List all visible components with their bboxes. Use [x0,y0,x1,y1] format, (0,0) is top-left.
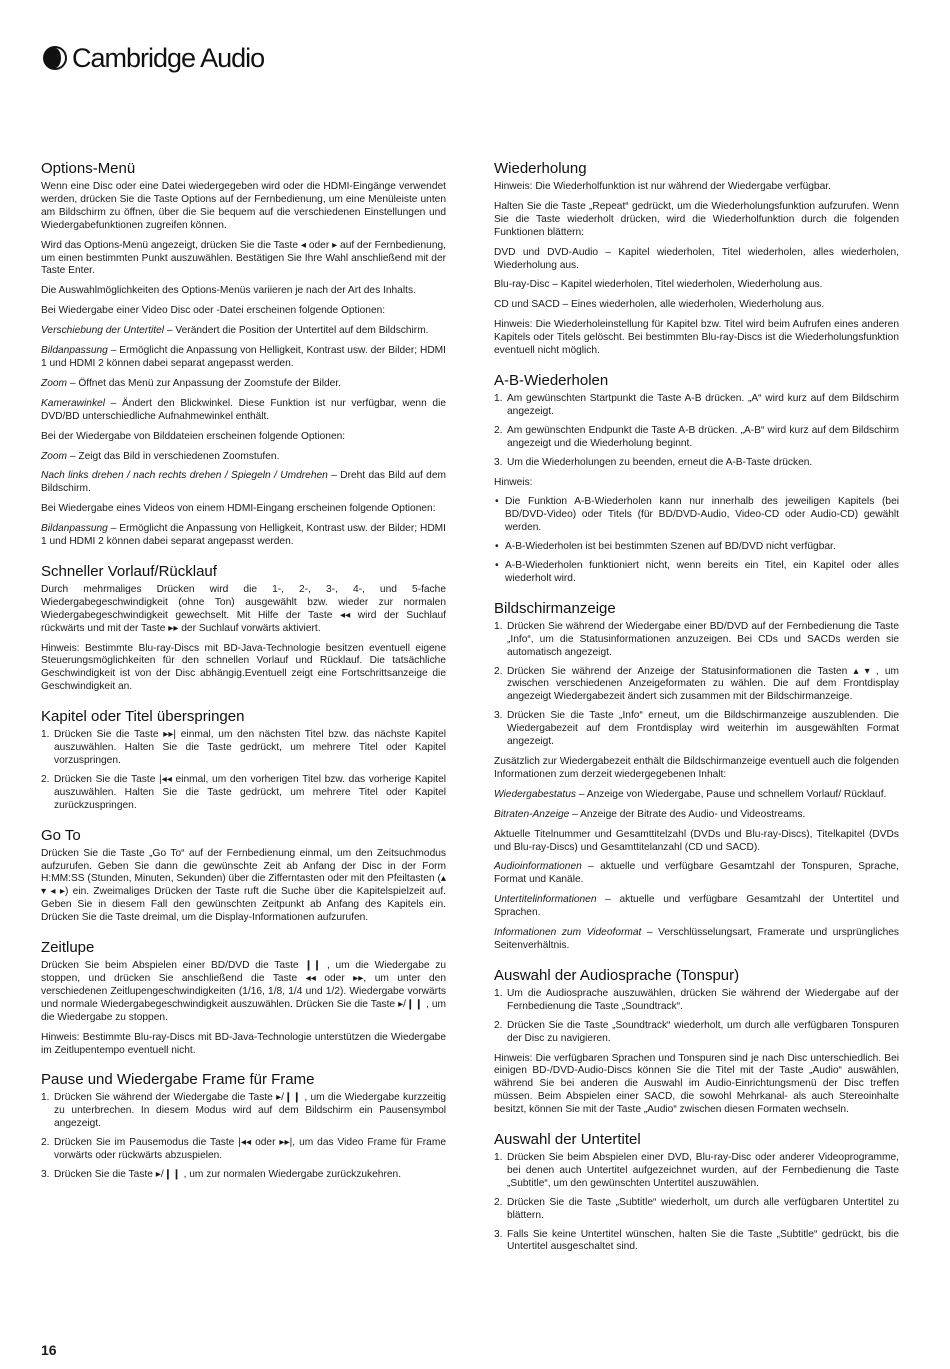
item-number: 1. [494,1152,503,1164]
paragraph-text: Die Auswahlmöglichkeiten des Options-Menüs variieren je nach der Art des Inhalts. [41,285,416,297]
item-text: Drücken Sie beim Abspielen einer DVD, Blu-ray-Disc oder anderer Videoprogramme, bei denen auch Untertitel aufgezeichnet wurden, auf der Fernbedienung die Taste „Subtitle“, um den gewünschten Untertitel auszuwählen. [507,1152,899,1189]
paragraph-text: Hinweis: Bestimmte Blu-ray-Discs mit BD-Java-Technologie besitzen eventuell eigene Steuerungsmöglichkeiten für den schnellen Vorlauf und Rücklauf. Die tatsächliche Geschwindigkeit ist von der Disc abhängig.Eventuell zeigt eine Fortschrittsanzeige die Geschwindigkeit an. [41,642,446,693]
item-text: Am gewünschten Startpunkt die Taste A-B drücken. „A“ wird kurz auf dem Bildschirm angezeigt. [507,392,899,417]
item-text: Drücken Sie im Pausemodus die Taste |◂◂ oder ▸▸|, um das Video Frame für Frame vorwärts oder rückwärts abzuspielen. [54,1137,446,1162]
paragraph [41,431,446,444]
section-heading: Options-Menü [41,160,136,177]
paragraph [494,247,899,273]
numbered-list [494,621,899,749]
item-number: 2. [494,665,503,677]
numbered-list [494,393,899,470]
item-text: Um die Wiederholungen zu beenden, erneut die A-B-Taste drücken. [507,456,813,468]
list-item [494,621,899,660]
section [41,160,446,549]
list-item: • A-B-Wiederholen ist bei bestimmten Szenen auf BD/DVD nicht verfügbar. [494,541,899,554]
paragraph-text: Durch mehrmaliges Drücken wird die 1-, 2-, 3-, 4-, und 5-fache Wiedergabegeschwindigkeit (ohne Ton) ausgewählt bzw. wieder zur normalen Wiedergabegeschwindigkeit gewechselt. Mit Hilfe der Taste ◂◂ wird der Suchlauf rückwärts und mit der Taste ▸▸ der Suchlauf vorwärts aktiviert. [41,583,446,634]
right-column [494,160,899,1268]
paragraph-text: Hinweis: [494,476,533,488]
section-heading: Wiederholung [494,160,587,177]
section [41,1071,446,1181]
paragraph [41,523,446,549]
brand-logo-icon [42,45,68,71]
paragraph [41,848,446,925]
paragraph-text: – Anzeige der Bitrate des Audio- und Videostreams. [569,808,806,820]
list-item [494,1020,899,1046]
paragraph-text: Bei Wiedergabe einer Video Disc oder -Datei erscheinen folgende Optionen: [41,305,386,317]
paragraph-text: – Verändert die Position der Untertitel auf dem Bildschirm. [164,325,429,337]
term: Wiedergabestatus [494,788,577,800]
paragraph-text: Hinweis: Die Wiederholfunktion ist nur während der Wiedergabe verfügbar. [494,181,831,192]
paragraph [41,285,446,298]
paragraph [41,1032,446,1058]
brand-logo [42,42,264,74]
paragraph-text: Drücken Sie die Taste „Go To“ auf der Fernbedienung einmal, um den Zeitsuchmodus aufzurufen. Geben Sie dann die gewünschte Zeit ab Anfang der Disc in der Form H:MM:SS (Stunden, Minuten, Sekunden) über die Zifferntasten oder mit den Pfeiltasten (▴ ▾ ◂ ▸) ein. Zweimaliges Drücken der Taste ruft die Suche über die Kapitelspielzeit auf. Geben Sie in diesem Fall den gewünschten Zeitpunkt ab Anfang des Kapitels ein. Drücken Sie die Taste dreimal, um die Display-Informationen aufzurufen. [41,847,446,924]
page-number: 16 [41,1342,57,1358]
section [41,939,446,1057]
numbered-list [41,1092,446,1181]
item-number: 3. [494,456,503,468]
section [41,827,446,925]
paragraph [41,305,446,318]
list-item [494,1152,899,1191]
paragraph [41,451,446,464]
term: Bildanpassung [41,523,108,535]
paragraph-text: Wenn eine Disc oder eine Datei wiedergegeben wird oder die HDMI-Eingänge verwendet werden, drücken Sie die Taste Options auf der Fernbedienung, um eine Menüleiste unten am Bildschirm zu öffnen, über die Sie bequem auf die verschiedenen Einstellungen und Wiedergabefunktionen zugreifen können. [41,181,446,231]
paragraph-text: – Dreht das Bild auf dem Bildschirm. [41,470,447,495]
item-number: 2. [41,1137,50,1149]
term: Bitraten-Anzeige [494,808,570,820]
item-text: Drücken Sie die Taste ▸▸| einmal, um den nächsten Titel bzw. das nächste Kapitel auszuwählen. Halten Sie die Taste gedrückt, um mehrere Titel oder Kapitel vorzuspringen. [54,729,446,766]
paragraph-text: Halten Sie die Taste „Repeat“ gedrückt, um die Wiederholungsfunktion aufzurufen. Wenn Sie die Taste wiederholt drücken, wird die Wiederholfunktion durch die folgenden Funktionen blättern: [494,200,899,238]
paragraph [494,181,899,194]
section [41,563,446,694]
section-heading: Kapitel oder Titel überspringen [41,708,245,726]
paragraph [41,345,446,371]
list-item [494,393,899,419]
item-text: Drücken Sie während der Anzeige der Statusinformationen die Tasten ▴ ▾ , um zwischen verschiedenen Anzeigeformaten zu wählen. Die auf dem Frontdisplay angezeigt Wiedergabezeit ändert sich zusammen mit der Bildschirmanzeige. [507,665,899,703]
paragraph-text: Drücken Sie beim Abspielen einer BD/DVD die Taste ❙❙ , um die Wiedergabe zu stoppen, und drücken Sie anschließend die Taste ◂◂ oder ▸▸, um unter den verschiedenen Zeitlupengeschwindigkeiten (1/16, 1/8, 1/4 und 1/2). Wiedergabe vorwärts und normale Wiedergabegeschwindigkeit auszuwählen. Drücken Sie die Taste ▸/❙❙ , um die Wiedergabe zu stoppen. [41,960,446,1023]
paragraph [41,240,446,279]
paragraph-text: – aktuelle und verfügbare Gesamtzahl der Untertitel und Sprachen. [494,894,899,919]
item-number: 1. [494,987,503,999]
item-number: 3. [494,710,503,722]
paragraph-text: – Ermöglicht die Anpassung von Helligkeit, Kontrast usw. der Bilder; HDMI 1 und HDMI 2 können dabei separat angepasst werden. [41,523,446,548]
paragraph [41,470,446,496]
list-item [41,1137,446,1163]
list-item [494,666,899,705]
item-text: Drücken Sie die Taste |◂◂ einmal, um den vorherigen Titel bzw. das vorherige Kapitel auszuwählen. Halten Sie die Taste gedrückt, um mehrere Titel oder Kapitel zurückzuspringen. [54,773,446,811]
paragraph [41,398,446,424]
paragraph-text: – Zeigt das Bild in verschiedenen Zoomstufen. [67,450,280,462]
paragraph-text: – Ändert den Blickwinkel. Diese Funktion ist nur verfügbar, wenn die DVD/BD unterschiedliche Aufnahmewinkel enthält. [41,397,446,422]
paragraph [494,279,899,292]
item-number: 3. [494,1228,503,1240]
item-number: 2. [494,1019,503,1031]
paragraph-text: CD und SACD – Eines wiederholen, alle wiederholen, Wiederholung aus. [494,299,825,311]
section [494,967,899,1117]
term: Zoom [41,450,68,462]
list-item [41,729,446,768]
term: Bildanpassung [41,345,108,357]
section [494,372,899,586]
list-item [494,1229,899,1255]
item-text: Drücken Sie die Taste ▸/❙❙ , um zur normalen Wiedergabe zurückzukehren. [54,1168,402,1180]
section [494,1131,899,1254]
term: Kamerawinkel [41,397,105,409]
paragraph [41,181,446,233]
paragraph [494,861,899,887]
paragraph [494,1053,899,1118]
section [494,160,899,358]
paragraph [41,643,446,695]
paragraph-text: Aktuelle Titelnummer und Gesamttitelzahl (DVDs und Blu-ray-Discs), Titelkapitel (DVDs und Blu-ray-Discs) und Gesamttitelanzahl (CD und SACD). [494,828,899,853]
list-item: • Die Funktion A-B-Wiederholen kann nur innerhalb des jeweiligen Kapitels (bei BD/DVD-Video) oder Titels (für BD/DVD-Audio, Video-CD oder Audio-CD) gewählt werden. [494,496,899,535]
section-heading: Schneller Vorlauf/Rücklauf [41,562,217,580]
paragraph [41,584,446,636]
bullet-list [494,496,899,585]
paragraph-text: DVD und DVD-Audio – Kapitel wiederholen, Titel wiederholen, alles wiederholen, Wiederholung aus. [494,246,899,271]
numbered-list [494,988,899,1046]
paragraph [41,503,446,516]
paragraph-text: Bei Wiedergabe eines Videos von einem HDMI-Eingang erscheinen folgende Optionen: [41,503,436,515]
item-number: 1. [494,620,503,632]
paragraph-text: – Öffnet das Menü zur Anpassung der Zoomstufe der Bilder. [67,377,341,389]
item-text: Drücken Sie während der Wiedergabe einer BD/DVD auf der Fernbedienung die Taste „Info“, um die Statusinformationen anzuzeigen. Bei CDs und SACDs werden sie automatisch angezeigt. [507,620,899,658]
item-number: 1. [494,392,503,404]
paragraph [494,809,899,822]
numbered-list [41,729,446,812]
paragraph [494,319,899,358]
list-item [41,774,446,813]
list-item [41,1169,446,1182]
paragraph [494,477,899,490]
item-number: 2. [494,1196,503,1208]
section-heading: Auswahl der Untertitel [494,1131,641,1149]
item-number: 1. [41,1092,50,1104]
section-heading: Auswahl der Audiosprache (Tonspur) [494,966,740,984]
paragraph-text: – Verschlüsselungsart, Framerate und ursprüngliches Seitenverhältnis. [494,927,899,951]
section-heading: Bildschirmanzeige [494,599,616,617]
item-text: Drücken Sie die Taste „Soundtrack“ wiederholt, um durch alle verfügbaren Tonspuren der Disc zu navigieren. [507,1019,899,1044]
paragraph [494,756,899,782]
paragraph-text: Zusätzlich zur Wiedergabezeit enthält die Bildschirmanzeige eventuell auch die folgenden Informationen zum derzeit wiedergegebenen Inhalt: [494,756,899,780]
paragraph-text: – Ermöglicht die Anpassung von Helligkeit, Kontrast usw. der Bilder; HDMI 1 und HDMI 2 können dabei separat angepasst werden. [41,345,446,369]
item-text: Drücken Sie die Taste „Subtitle“ wiederholt, um durch alle verfügbaren Untertitel zu blättern. [507,1196,899,1221]
list-item: • A-B-Wiederholen funktioniert nicht, wenn bereits ein Titel, ein Kapitel oder alles wiederholt wird. [494,560,899,586]
list-item [494,710,899,749]
section [494,600,899,953]
paragraph-text: Wird das Options-Menü angezeigt, drücken Sie die Taste ◂ oder ▸ auf der Fernbedienung, um einen bestimmten Punkt auszuwählen. Bestätigen Sie Ihre Wahl anschließend mit der Taste Enter. [41,239,446,277]
item-text: Um die Audiosprache auszuwählen, drücken Sie während der Wiedergabe auf der Fernbedienung die Taste „Soundtrack“. [507,987,899,1012]
list-item [494,425,899,451]
paragraph-text: Hinweis: Bestimmte Blu-ray-Discs mit BD-Java-Technologie unterstützen die Wiedergabe im Zeitlupentempo eventuell nicht. [41,1031,446,1056]
item-number: 1. [41,729,50,741]
paragraph-text: Bei der Wiedergabe von Bilddateien erscheinen folgende Optionen: [41,430,346,442]
section-heading: Pause und Wiedergabe Frame für Frame [41,1071,315,1089]
term: Zoom [41,377,68,389]
paragraph-text: – aktuelle und verfügbare Gesamtzahl der Tonspuren, Sprache, Format und Kanäle. [494,861,899,886]
brand-name: Cambridge Audio [72,42,265,73]
paragraph [41,960,446,1025]
paragraph [494,789,899,802]
paragraph [494,201,899,240]
numbered-list [494,1152,899,1254]
paragraph [494,829,899,855]
paragraph-text: – Anzeige von Wiedergabe, Pause und schnellem Vorlauf/ Rücklauf. [576,788,887,800]
list-item [494,457,899,470]
list-item [494,1197,899,1223]
term: Informationen zum Videoformat [494,927,642,939]
paragraph [41,378,446,391]
section-heading: A-B-Wiederholen [494,371,609,389]
item-text: Drücken Sie die Taste „Info“ erneut, um die Bildschirmanzeige auszublenden. Die Wiedergabezeit auf dem Frontdisplay wird weiterhin im ausgewählten Format angezeigt. [507,710,899,748]
item-number: 2. [494,424,503,436]
paragraph [494,299,899,312]
paragraph-text: Hinweis: Die Wiederholeinstellung für Kapitel bzw. Titel wird beim Aufrufen eines anderen Kapitels oder Titels gelöscht. Bei bestimmten Blu-ray-Discs ist die Wiederholungsfunktion eventuell nicht möglich. [494,319,899,357]
item-number: 3. [41,1168,50,1180]
term: Verschiebung der Untertitel [41,325,165,337]
term: Audioinformationen [494,861,582,873]
paragraph [494,894,899,920]
item-text: Falls Sie keine Untertitel wünschen, halten Sie die Taste „Subtitle“ gedrückt, bis die Untertitel ausgeschaltet sind. [507,1228,899,1253]
paragraph-text: Blu-ray-Disc – Kapitel wiederholen, Titel wiederholen, Wiederholung aus. [494,279,823,291]
section-heading: Go To [41,826,81,844]
paragraph-text: Hinweis: Die verfügbaren Sprachen und Tonspuren sind je nach Disc unterschiedlich. Bei einigen BD-/DVD-Audio-Discs können Sie die Titel mit der Taste „Audio“ auswählen, während Sie bei anderen die Auswahl im Audio-Einrichtungsmenü der Disc treffen müssen. Beim Abspielen einer SACD, die sowohl Mehrkanal- als auch Stereoinhalte besitzt, können Sie mit der Taste „Audio“ zwischen diesen Formaten wechseln. [494,1052,899,1116]
item-text: Drücken Sie während der Wiedergabe die Taste ▸/❙❙ , um die Wiedergabe kurzzeitig zu unterbrechen. In diesem Modus wird auf dem Bildschirm ein Pausensymbol angezeigt. [54,1092,446,1130]
item-number: 2. [41,773,50,785]
item-text: Am gewünschten Endpunkt die Taste A-B drücken. „A-B“ wird kurz auf dem Bildschirm angezeigt und die Wiederholung beginnt. [507,424,899,449]
section-heading: Zeitlupe [41,939,95,957]
paragraph [494,927,899,953]
list-item [41,1092,446,1131]
paragraph [41,325,446,338]
list-item [494,988,899,1014]
left-column [41,160,446,1196]
term: Untertitelinformationen [494,894,597,906]
term: Nach links drehen / nach rechts drehen / Spiegeln / Umdrehen [41,470,328,482]
section [41,708,446,812]
